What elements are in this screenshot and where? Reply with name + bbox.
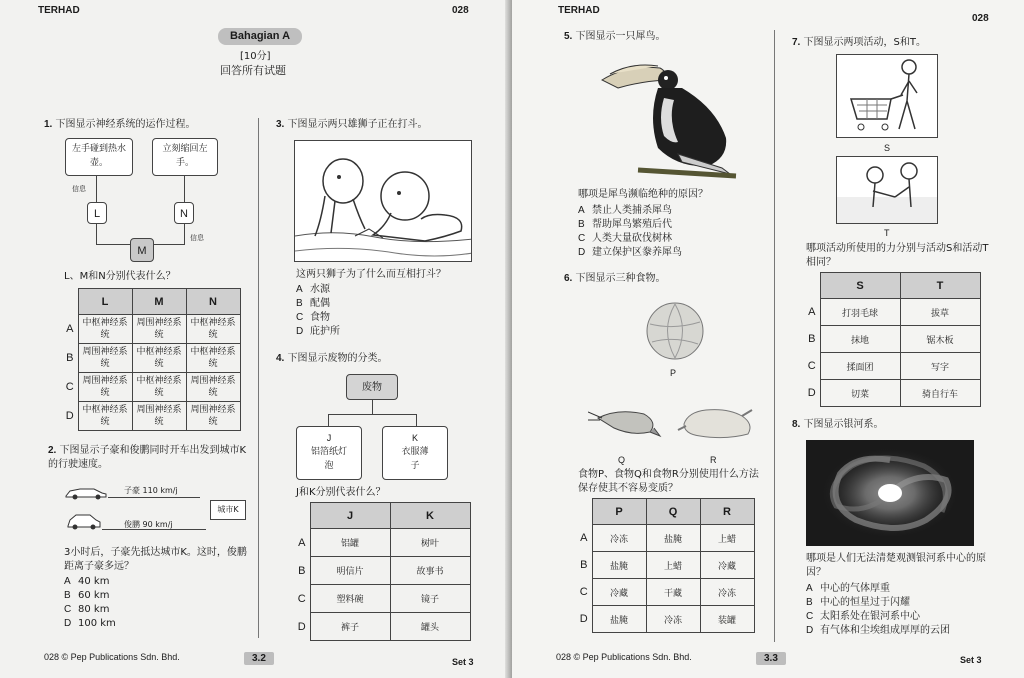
car-2-icon (66, 512, 102, 530)
q5-text: 下图显示一只犀鸟。 (575, 31, 666, 42)
q4-box-J-label: J (326, 433, 332, 443)
q4-cell: 树叶 (390, 529, 470, 557)
option-text: 80 km (78, 604, 110, 615)
car-2-speed: 俊鹏 90 km/j (124, 520, 173, 529)
q6-cell: 干藏 (646, 579, 700, 606)
car-1-speed: 子豪 110 km/j (124, 486, 178, 495)
activity-T-illustration (836, 156, 938, 224)
q3-option[interactable] (296, 283, 340, 297)
q6-cell: 盐腌 (592, 552, 646, 579)
q4-answer-table (294, 502, 471, 641)
right-header-code: 028 (972, 13, 989, 24)
q6-cell: 上蜡 (646, 552, 700, 579)
q7-cell: 锯木板 (900, 326, 980, 353)
option-text: 配偶 (310, 298, 330, 309)
q7-row-label[interactable]: D (807, 387, 816, 399)
q6-cell: 上蜡 (700, 525, 754, 552)
q1-cell: 中枢神经系统 (78, 315, 132, 344)
q1-line (154, 244, 185, 245)
option-label: B (296, 298, 303, 309)
option-label: D (296, 326, 304, 337)
option-text: 食物 (310, 312, 330, 323)
chicken-icon (676, 404, 756, 442)
q7-cell: 抹地 (820, 326, 900, 353)
q7-cell: 揉面团 (820, 353, 900, 380)
option-label: A (296, 284, 303, 295)
option-text: 100 km (78, 618, 116, 629)
q1-node-N: N (174, 202, 194, 224)
city-k-box: 城市K (210, 500, 246, 520)
q6-row-label[interactable]: D (579, 613, 588, 625)
q3-option[interactable] (296, 325, 340, 339)
q2-line (108, 497, 200, 498)
q6-question: 食物P、食物Q和食物R分别使用什么方法保存使其不容易变质？ (578, 469, 759, 494)
q5-stem (564, 30, 666, 44)
q8-option[interactable] (806, 596, 950, 610)
q5-number: 5. (564, 31, 573, 42)
option-label: A (64, 576, 71, 587)
option-text: 中心的气体厚重 (820, 583, 890, 594)
option-text: 人类大量砍伐树林 (592, 233, 672, 244)
q5-options (578, 204, 682, 260)
q1-row-label[interactable]: D (65, 410, 74, 422)
q1-cell: 中枢神经系统 (186, 315, 240, 344)
option-label: D (806, 625, 814, 636)
q4-header-K: K (390, 503, 470, 529)
q6-header-P: P (592, 499, 646, 525)
option-text: 60 km (78, 590, 110, 601)
q1-info-label-2: 信息 (190, 234, 204, 242)
q1-row-label[interactable]: C (65, 381, 74, 393)
q5-option[interactable] (578, 232, 682, 246)
q4-box-K (382, 426, 448, 480)
food-R-label: R (710, 455, 717, 465)
q6-row-label[interactable]: C (579, 586, 588, 598)
section-instruction: 回答所有试题 (220, 64, 286, 77)
q1-cell: 周围神经系统 (132, 402, 186, 431)
q6-cell: 冷藏 (592, 579, 646, 606)
q1-header-L: L (78, 289, 132, 315)
option-text: 庇护所 (310, 326, 340, 337)
q8-stem (792, 418, 884, 432)
section-marks: [10分] (240, 51, 271, 62)
food-Q-label: Q (618, 455, 626, 465)
q7-cell: 切菜 (820, 380, 900, 407)
q1-cell: 中枢神经系统 (132, 344, 186, 373)
q4-text: 下图显示废物的分类。 (287, 353, 388, 364)
option-text: 建立保护区豢养犀鸟 (592, 247, 682, 258)
q5-option[interactable] (578, 246, 682, 260)
q6-stem (564, 272, 666, 286)
q2-stem (48, 444, 250, 472)
section-title: Bahagian A (218, 28, 302, 45)
q4-line (416, 414, 417, 426)
q8-option[interactable] (806, 624, 950, 638)
q1-response-box: 立刻缩回左手。 (152, 138, 218, 176)
q1-stem (44, 118, 196, 132)
q6-cell: 装罐 (700, 606, 754, 633)
q6-row-label[interactable]: B (580, 559, 588, 571)
q1-stimulus-box: 左手碰到热水壶。 (65, 138, 133, 176)
q6-cell: 盐腌 (646, 525, 700, 552)
q4-cell: 铝罐 (310, 529, 390, 557)
option-text: 有气体和尘埃组成厚厚的云团 (820, 625, 950, 636)
q4-box-J (296, 426, 362, 480)
left-header-label: TERHAD (38, 5, 80, 16)
q1-header-N: N (186, 289, 240, 315)
q4-root-box: 废物 (346, 374, 398, 400)
q7-cell: 拔草 (900, 299, 980, 326)
q1-line (184, 176, 185, 202)
q6-cell: 冷冻 (700, 579, 754, 606)
option-text: 太阳系处在银河系中心 (820, 611, 920, 622)
q6-text: 下图显示三种食物。 (575, 273, 666, 284)
q4-row-label[interactable]: C (297, 592, 306, 605)
option-label: B (578, 219, 585, 230)
q6-cell: 冷藏 (700, 552, 754, 579)
q4-box-K-label: K (411, 433, 418, 443)
activity-S-illustration (836, 54, 938, 138)
q1-line (96, 176, 97, 202)
q1-cell: 中枢神经系统 (186, 344, 240, 373)
q6-cell: 冷冻 (592, 525, 646, 552)
hornbill-illustration (598, 58, 738, 182)
q6-answer-table (576, 498, 755, 633)
q8-number: 8. (792, 419, 801, 430)
left-footer-publisher: 028 © Pep Publications Sdn. Bhd. (44, 652, 180, 662)
q1-node-M: M (130, 238, 154, 262)
q1-text: 下图显示神经系统的运作过程。 (55, 119, 196, 130)
q3-option[interactable] (296, 297, 340, 311)
right-page (512, 0, 1024, 678)
q1-node-L: L (87, 202, 107, 224)
q2-option[interactable] (64, 617, 116, 631)
q7-row-label[interactable]: B (808, 333, 816, 345)
q6-cell: 冷冻 (646, 606, 700, 633)
q3-options (296, 283, 340, 339)
option-label: B (806, 597, 813, 608)
option-text: 水源 (310, 284, 330, 295)
right-header-label: TERHAD (558, 5, 600, 16)
prawn-icon (588, 404, 664, 440)
option-label: C (296, 312, 304, 323)
q1-question: L、M和N分别代表什么？ (64, 271, 176, 282)
left-footer-set: Set 3 (452, 657, 474, 667)
q5-question: 哪项是犀鸟濒临绝种的原因？ (578, 189, 708, 200)
q4-line (328, 414, 416, 415)
q8-option[interactable] (806, 610, 950, 624)
q2-number: 2. (48, 445, 57, 456)
option-label: C (64, 604, 72, 615)
q6-header-Q: Q (646, 499, 700, 525)
option-label: C (578, 233, 586, 244)
q4-cell: 塑料碗 (310, 585, 390, 613)
q4-line (372, 400, 373, 414)
right-footer-publisher: 028 © Pep Publications Sdn. Bhd. (556, 652, 692, 662)
q1-info-label-1: 信息 (72, 185, 86, 193)
q1-answer-table (62, 288, 241, 431)
column-divider (774, 30, 775, 642)
q3-text: 下图显示两只雄狮子正在打斗。 (287, 119, 428, 130)
q7-header-T: T (900, 273, 980, 299)
q1-line (184, 224, 185, 244)
option-label: C (806, 611, 814, 622)
q2-option[interactable] (64, 589, 116, 603)
option-label: A (806, 583, 813, 594)
option-text: 禁止人类捕杀犀鸟 (592, 205, 672, 216)
q1-row-label[interactable]: B (66, 352, 74, 364)
option-label: B (64, 590, 71, 601)
q1-line (96, 224, 97, 244)
q7-header-S: S (820, 273, 900, 299)
right-page-number: 3.3 (756, 652, 786, 665)
q4-number: 4. (276, 353, 285, 364)
q1-cell: 周围神经系统 (186, 402, 240, 431)
q1-cell: 中枢神经系统 (132, 373, 186, 402)
q5-option[interactable] (578, 204, 682, 218)
q3-stem (276, 118, 428, 132)
q1-header-M: M (132, 289, 186, 315)
activity-T-label: T (884, 228, 890, 238)
q1-cell: 周围神经系统 (78, 344, 132, 373)
q2-options (64, 575, 116, 631)
option-text: 中心的恒星过于闪耀 (820, 597, 910, 608)
option-text: 帮助犀鸟繁殖后代 (592, 219, 672, 230)
q7-question: 哪项活动所使用的力分别与活动S和活动T相同？ (806, 243, 989, 268)
option-label: D (64, 618, 72, 629)
activity-S-label: S (884, 143, 891, 153)
q6-number: 6. (564, 273, 573, 284)
option-text: 40 km (78, 576, 110, 587)
option-label: D (578, 247, 586, 258)
q4-cell: 裤子 (310, 613, 390, 641)
q3-question: 这两只狮子为了什么而互相打斗？ (296, 269, 446, 280)
q7-cell: 打羽毛球 (820, 299, 900, 326)
q7-cell: 骑自行车 (900, 380, 980, 407)
q7-stem (792, 36, 926, 50)
left-page-number: 3.2 (244, 652, 274, 665)
q6-row-label[interactable]: A (580, 532, 588, 544)
q6-header-R: R (700, 499, 754, 525)
q3-option[interactable] (296, 311, 340, 325)
q4-row-label[interactable]: D (297, 620, 306, 633)
q1-cell: 周围神经系统 (132, 315, 186, 344)
q7-number: 7. (792, 37, 801, 48)
q4-cell: 故事书 (390, 557, 470, 585)
q7-answer-table (804, 272, 981, 407)
q8-text: 下图显示银河系。 (803, 419, 884, 430)
q7-row-label[interactable]: A (808, 306, 816, 318)
car-1-icon (64, 485, 108, 499)
q4-question: J和K分别代表什么？ (296, 487, 386, 498)
galaxy-image (806, 440, 974, 546)
q4-cell: 明信片 (310, 557, 390, 585)
q2-option[interactable] (64, 603, 116, 617)
q4-row-label[interactable]: B (298, 564, 306, 577)
q6-cell: 盐腌 (592, 606, 646, 633)
q4-header-J: J (310, 503, 390, 529)
q1-row-label[interactable]: A (66, 323, 74, 335)
q2-option[interactable] (64, 575, 116, 589)
right-footer-set: Set 3 (960, 655, 982, 665)
q5-option[interactable] (578, 218, 682, 232)
q3-number: 3. (276, 119, 285, 130)
q1-cell: 中枢神经系统 (78, 402, 132, 431)
q4-cell: 罐头 (390, 613, 470, 641)
fighting-lions-illustration (294, 140, 472, 262)
q7-row-label[interactable]: C (807, 360, 816, 372)
q8-option[interactable] (806, 582, 950, 596)
q8-question: 哪项是人们无法清楚观测银河系中心的原因？ (806, 553, 986, 578)
q1-number: 1. (44, 119, 53, 130)
q2-question: 3小时后，子豪先抵达城市K。这时，俊鹏距离子豪多远？ (64, 547, 247, 572)
q4-box-K-items: 衣服薄子 (401, 447, 429, 471)
q1-cell: 周围神经系统 (78, 373, 132, 402)
q2-text: 下图显示子豪和俊鹏同时开车出发到城市K的行驶速度。 (48, 445, 247, 470)
cabbage-icon (644, 300, 706, 362)
q4-cell: 镜子 (390, 585, 470, 613)
q1-cell: 周围神经系统 (186, 373, 240, 402)
left-header-code: 028 (452, 5, 469, 16)
q4-line (328, 414, 329, 426)
q4-box-J-items: 铝箔纸灯泡 (310, 447, 347, 471)
food-P-label: P (670, 368, 677, 378)
q4-row-label[interactable]: A (298, 536, 306, 549)
column-divider (258, 118, 259, 638)
q4-stem (276, 352, 388, 366)
q7-text: 下图显示两项活动，S和T。 (803, 37, 926, 48)
option-label: A (578, 205, 585, 216)
q8-options (806, 582, 950, 638)
q1-line (96, 244, 130, 245)
q7-cell: 写字 (900, 353, 980, 380)
